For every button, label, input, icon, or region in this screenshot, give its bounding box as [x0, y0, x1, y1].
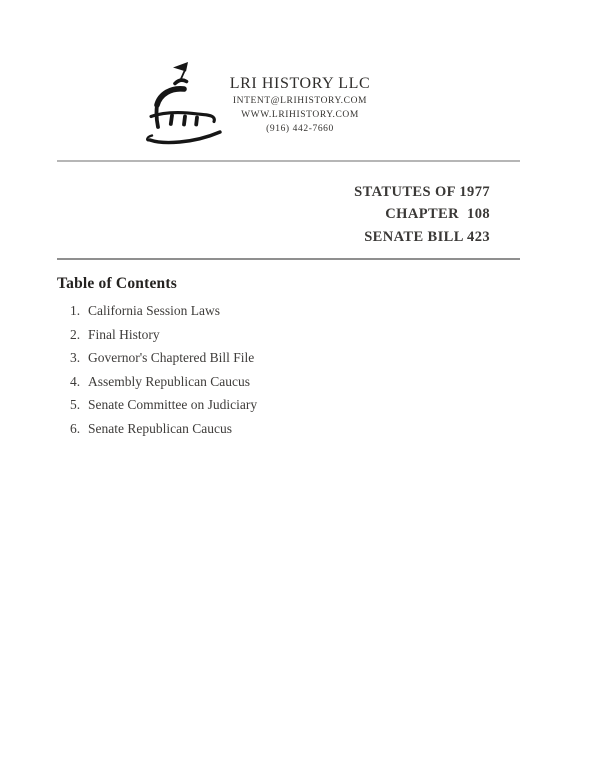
senate-bill-number: SENATE BILL 423 [364, 228, 490, 245]
toc-item-label: California Session Laws [88, 303, 220, 318]
toc-item-number: 1. [70, 303, 81, 318]
toc-item-label: Final History [88, 326, 160, 342]
toc-heading: Table of Contents [57, 275, 177, 292]
statutes-year: STATUTES OF 1977 [354, 184, 490, 200]
toc-item [70, 398, 257, 412]
company-phone: (916) 442-7660 [266, 124, 334, 134]
toc-item-number: 5. [70, 397, 81, 412]
toc-item-number: 2. [70, 326, 81, 342]
toc-item-label: Assembly Republican Caucus [88, 373, 250, 389]
toc-item [70, 422, 257, 436]
divider-top [57, 160, 520, 162]
toc-item-number: 4. [70, 373, 81, 389]
letterhead [190, 74, 410, 136]
chapter-number: CHAPTER 108 [385, 206, 490, 223]
toc-item [70, 351, 257, 365]
bill-identification [354, 181, 490, 248]
divider-bottom [57, 258, 520, 260]
company-email: INTENT@LRIHISTORY.COM [232, 96, 368, 106]
toc-item-label: Governor's Chaptered Bill File [88, 350, 255, 365]
toc-item [70, 304, 257, 318]
toc-item [70, 375, 257, 389]
toc-item-number: 3. [70, 350, 81, 365]
company-name: LRI HISTORY LLC [229, 75, 371, 92]
toc-item-label: Senate Committee on Judiciary [88, 397, 258, 412]
toc-item-label: Senate Republican Caucus [88, 420, 232, 436]
toc-item-number: 6. [70, 420, 81, 436]
toc-list [70, 304, 257, 445]
toc-item [70, 328, 257, 342]
company-website: WWW.LRIHISTORY.COM [241, 110, 359, 120]
